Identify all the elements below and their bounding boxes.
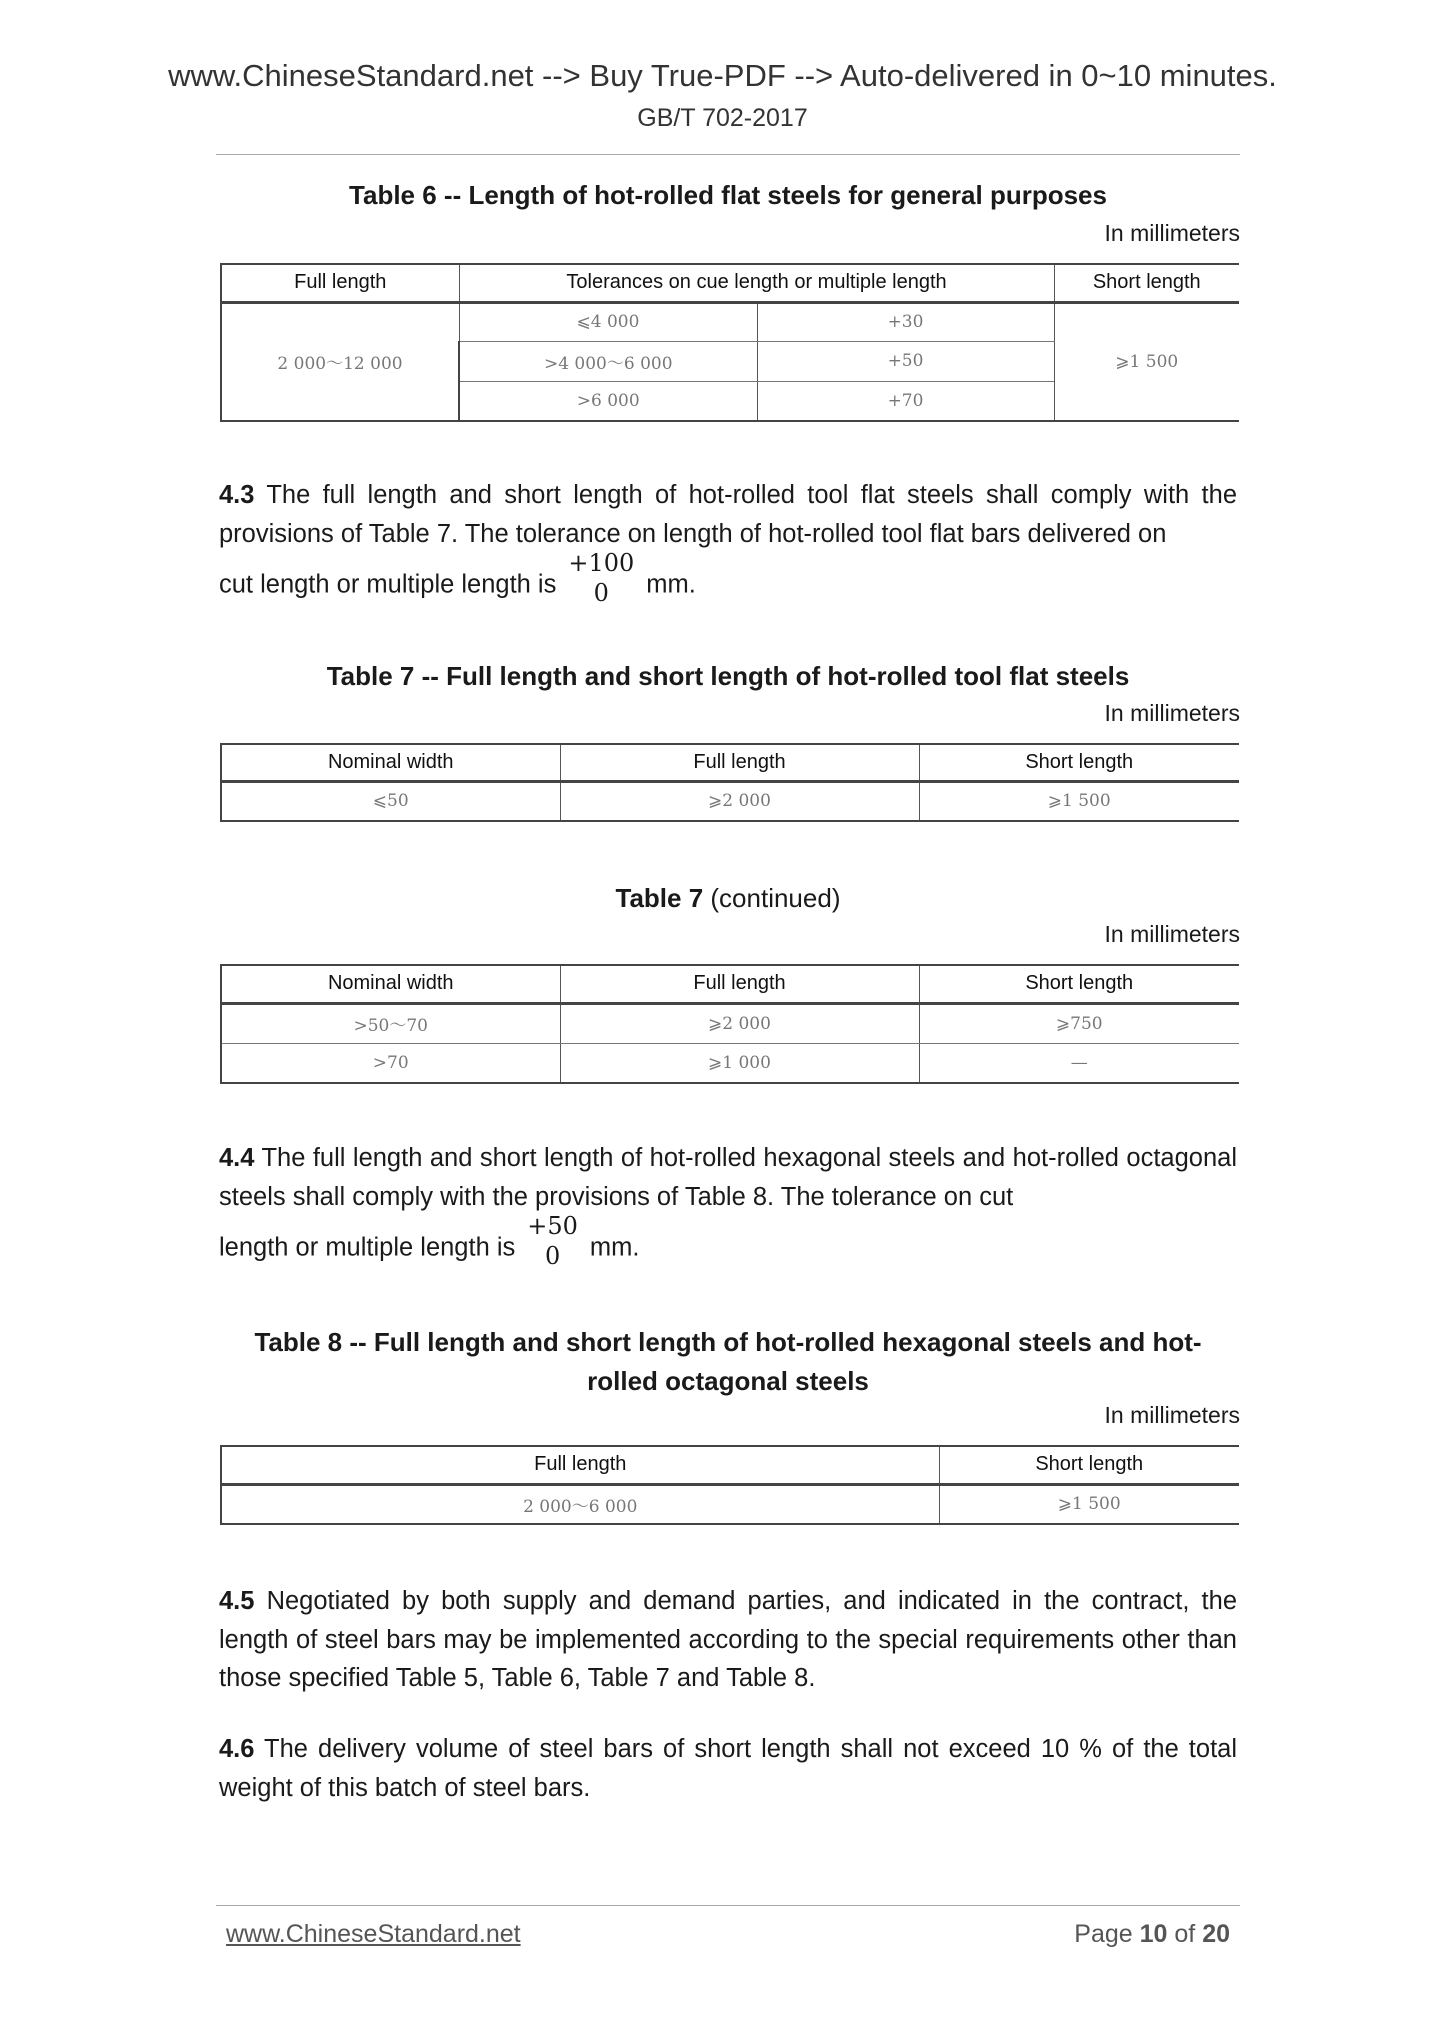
table7-cell: ⩾1 500 (919, 781, 1239, 821)
table7c-header-full-length: Full length (560, 965, 919, 1003)
table7c-cell: ⩾750 (919, 1003, 1239, 1043)
table-row (221, 1043, 1239, 1083)
section-4-6-number: 4.6 (219, 1735, 255, 1763)
table6-full-length: 2 000〜12 000 (221, 302, 459, 421)
table7c-cell: ⩾2 000 (560, 1003, 919, 1043)
section-4-5 (219, 1582, 1237, 1698)
page-total: 20 (1202, 1920, 1230, 1948)
table6-range: ⩽4 000 (459, 302, 757, 341)
header-banner: www.ChineseStandard.net --> Buy True-PDF --> Auto-delivered in 0~10 minutes. (168, 58, 1277, 93)
table6-header-row (221, 264, 1239, 302)
table6-tolerance: +70 (757, 381, 1054, 421)
table7-title: Table 7 -- Full length and short length of hot-rolled tool flat steels (326, 661, 1130, 691)
table7c-cell: — (919, 1043, 1239, 1083)
table7c-header-row (221, 965, 1239, 1003)
table7-continued-title-bold: Table 7 (615, 883, 704, 913)
section-4-4-cont: length or multiple length is (219, 1233, 516, 1262)
table7-cell: ⩾2 000 (560, 781, 919, 821)
footer-website-link[interactable]: www.ChineseStandard.net (226, 1920, 521, 1948)
section-4-5-number: 4.5 (219, 1587, 255, 1615)
fraction-bottom: 0 (544, 1242, 561, 1270)
table7-header-full-length: Full length (560, 744, 919, 781)
table6-range: >6 000 (459, 381, 757, 421)
table6-short-length: ⩾1 500 (1054, 302, 1239, 421)
table6-header-short-length: Short length (1054, 264, 1239, 302)
section-4-5-text: Negotiated by both supply and demand parties, and indicated in the contract, the length of steel bars may be implemented according to the special requirements other than those specified Table 5, Table 6, Table 7 and Table 8. (219, 1587, 1238, 1692)
table8-header-short-length: Short length (939, 1446, 1239, 1484)
table6-title: Table 6 -- Length of hot-rolled flat steels for general purposes (349, 180, 1107, 210)
section-4-4-continued (219, 1212, 1237, 1279)
table8-title-line1: Table 8 -- Full length and short length of hot-rolled hexagonal steels and hot- (254, 1327, 1202, 1357)
standard-number: GB/T 702-2017 (637, 104, 808, 132)
table-row (221, 781, 1239, 821)
table8-header-row (221, 1446, 1239, 1484)
table8-cell: 2 000〜6 000 (221, 1484, 939, 1524)
table7-header-row (221, 744, 1239, 781)
page-indicator (1074, 1920, 1230, 1949)
table8-title-line2: rolled octagonal steels (587, 1365, 869, 1396)
table-row (221, 302, 1239, 341)
fraction-top: +50 (527, 1212, 578, 1240)
section-4-4-text: The full length and short length of hot-rolled hexagonal steels and hot-rolled octagonal steels shall comply with the provisions of Table 8. The tolerance on cut (219, 1144, 1237, 1211)
table7c-cell: >50〜70 (221, 1003, 560, 1043)
section-4-3-continued (219, 549, 1237, 616)
section-4-4-tolerance-fraction (527, 1211, 578, 1271)
table8 (220, 1445, 1239, 1525)
table6 (220, 263, 1239, 422)
fraction-top: +100 (568, 549, 635, 577)
table8-cell: ⩾1 500 (939, 1484, 1239, 1524)
table7-header-nominal-width: Nominal width (221, 744, 560, 781)
section-4-4-unit: mm. (589, 1233, 640, 1262)
table7-continued-title-rest: (continued) (703, 883, 841, 913)
page-word: Page (1074, 1920, 1133, 1948)
table7-continued-unit: In millimeters (1104, 921, 1240, 947)
table7c-cell: ⩾1 000 (560, 1043, 919, 1083)
table6-header-full-length: Full length (221, 264, 459, 302)
table7 (220, 743, 1239, 822)
table-row (221, 1003, 1239, 1043)
table7-continued (220, 964, 1239, 1084)
table7c-header-nominal-width: Nominal width (221, 965, 560, 1003)
footer-divider (216, 1905, 1240, 1906)
table8-title (216, 1323, 1240, 1400)
table7-continued-title (216, 883, 1240, 914)
section-4-3-tolerance-fraction (568, 548, 634, 608)
section-4-6-text: The delivery volume of steel bars of short length shall not exceed 10 % of the total weight of this batch of steel bars. (219, 1735, 1238, 1802)
table7c-header-short-length: Short length (919, 965, 1239, 1003)
header-divider (216, 154, 1240, 155)
section-4-6 (219, 1730, 1237, 1807)
section-4-3-cont: cut length or multiple length is (219, 570, 557, 599)
section-4-3 (219, 476, 1237, 553)
table7-unit: In millimeters (1104, 700, 1240, 726)
table8-header-full-length: Full length (221, 1446, 939, 1484)
table6-range: >4 000〜6 000 (459, 341, 757, 381)
table6-tolerance: +50 (757, 341, 1054, 381)
table6-tolerance: +30 (757, 302, 1054, 341)
section-4-3-number: 4.3 (219, 481, 255, 509)
table6-header-tolerance: Tolerances on cue length or multiple length (459, 264, 1054, 302)
section-4-4 (219, 1139, 1237, 1216)
table6-unit: In millimeters (1104, 220, 1240, 246)
fraction-bottom: 0 (593, 579, 609, 607)
table7c-cell: >70 (221, 1043, 560, 1083)
table-row (221, 1484, 1239, 1524)
table7-header-short-length: Short length (919, 744, 1239, 781)
section-4-3-text: The full length and short length of hot-rolled tool flat steels shall comply with the provisions of Table 7. The tolerance on length of hot-rolled tool flat bars delivered on (219, 481, 1237, 548)
page-number: 10 (1139, 1920, 1168, 1948)
section-4-3-unit: mm. (646, 570, 696, 599)
section-4-4-number: 4.4 (219, 1144, 255, 1172)
of-word: of (1174, 1920, 1196, 1948)
table8-unit: In millimeters (1104, 1402, 1240, 1428)
table7-cell: ⩽50 (221, 781, 560, 821)
